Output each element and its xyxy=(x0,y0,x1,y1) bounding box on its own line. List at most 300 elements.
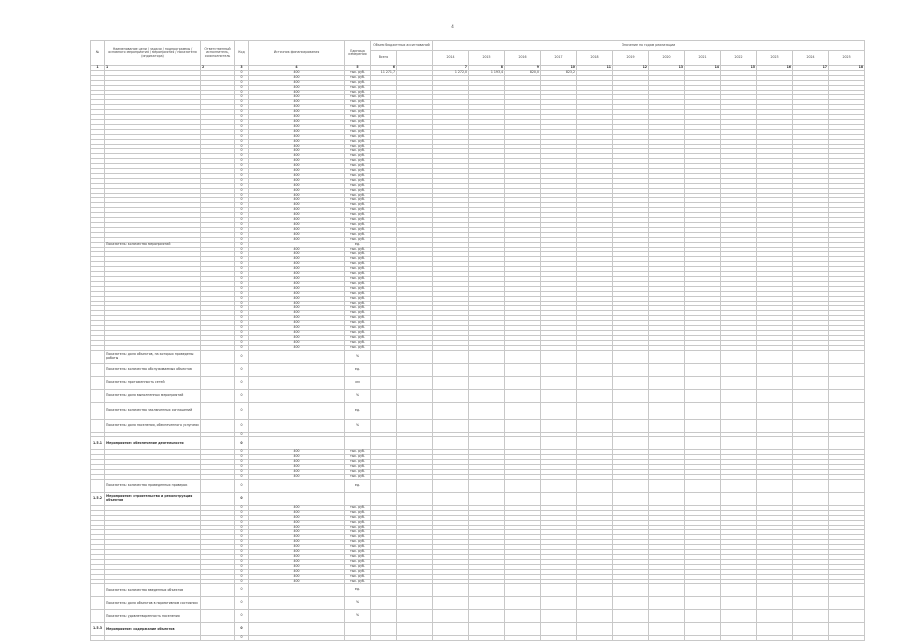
cell-year-value xyxy=(505,492,541,505)
cell-year-value xyxy=(685,623,721,636)
cell-source: 4 xyxy=(249,66,345,71)
cell-unit: тыс. руб. xyxy=(345,110,371,115)
cell-year-value: 7 xyxy=(433,66,469,71)
cell-code: 0 xyxy=(235,437,249,450)
cell-year-value xyxy=(541,610,577,623)
cell-number xyxy=(91,389,105,402)
cell-source: 400 xyxy=(249,237,345,242)
cell-year-value xyxy=(541,376,577,389)
cell-source: 400 xyxy=(249,291,345,296)
cell-name: Мероприятие: обеспечение деятельности xyxy=(105,437,201,450)
cell-code: 0 xyxy=(235,173,249,178)
cell-year-value xyxy=(757,636,793,641)
header-year: 2023 xyxy=(757,51,793,66)
cell-unit: тыс. руб. xyxy=(345,535,371,540)
header-unit: Единица измерения xyxy=(345,41,371,66)
cell-source: 400 xyxy=(249,129,345,134)
cell-unit: тыс. руб. xyxy=(345,455,371,460)
cell-code: 0 xyxy=(235,178,249,183)
cell-year-value xyxy=(685,437,721,450)
cell-source xyxy=(249,419,345,432)
cell-year-value xyxy=(649,389,685,402)
cell-year-value xyxy=(505,623,541,636)
cell-unit: тыс. руб. xyxy=(345,154,371,159)
cell-source: 400 xyxy=(249,227,345,232)
cell-source xyxy=(249,492,345,505)
cell-year-value xyxy=(577,636,613,641)
cell-unit: тыс. руб. xyxy=(345,450,371,455)
header-year: 2014 xyxy=(433,51,469,66)
cell-year-value xyxy=(577,479,613,492)
cell-year-value xyxy=(649,610,685,623)
cell-total xyxy=(371,419,397,432)
cell-source: 400 xyxy=(249,564,345,569)
cell-year-value xyxy=(469,350,505,363)
cell-year-value xyxy=(829,479,865,492)
cell-source: 400 xyxy=(249,70,345,75)
cell-year-value xyxy=(685,584,721,597)
cell-code: 0 xyxy=(235,520,249,525)
cell-source xyxy=(249,437,345,450)
cell-year-value xyxy=(793,597,829,610)
cell-blank xyxy=(397,623,433,636)
cell-total: 11 271,7 xyxy=(371,70,397,75)
cell-source: 400 xyxy=(249,460,345,465)
cell-blank xyxy=(397,402,433,419)
cell-code: 0 xyxy=(235,286,249,291)
cell-source: 400 xyxy=(249,85,345,90)
cell-code: 0 xyxy=(235,139,249,144)
cell-year-value xyxy=(721,389,757,402)
header-year: 2017 xyxy=(541,51,577,66)
cell-year-value: 15 xyxy=(721,66,757,71)
cell-year-value xyxy=(505,479,541,492)
cell-source: 400 xyxy=(249,213,345,218)
cell-year-value xyxy=(505,419,541,432)
cell-code: 0 xyxy=(235,345,249,350)
cell-source: 400 xyxy=(249,515,345,520)
cell-executor xyxy=(201,350,235,363)
cell-code: 0 xyxy=(235,460,249,465)
cell-year-value xyxy=(505,610,541,623)
cell-name: Показатель: доля объектов, на которых проведены работы xyxy=(105,350,201,363)
cell-year-value xyxy=(613,584,649,597)
cell-year-value xyxy=(613,597,649,610)
cell-name: Мероприятие: строительство и реконструкция объектов xyxy=(105,492,201,505)
cell-unit: ед. xyxy=(345,242,371,247)
cell-year-value xyxy=(577,597,613,610)
cell-year-value xyxy=(577,492,613,505)
cell-code: 0 xyxy=(235,450,249,455)
cell-source: 400 xyxy=(249,530,345,535)
cell-year-value: 16 xyxy=(757,66,793,71)
cell-year-value xyxy=(541,597,577,610)
cell-source: 400 xyxy=(249,276,345,281)
cell-year-value: 9 xyxy=(505,66,541,71)
table-row xyxy=(91,350,865,363)
cell-total: 6 xyxy=(371,66,397,71)
cell-year-value xyxy=(433,363,469,376)
cell-name: Показатель: количество мероприятий xyxy=(105,242,201,247)
cell-year-value xyxy=(757,402,793,419)
cell-code: 0 xyxy=(235,218,249,223)
cell-year-value xyxy=(577,350,613,363)
cell-year-value xyxy=(649,376,685,389)
cell-code: 0 xyxy=(235,475,249,480)
table-row xyxy=(91,363,865,376)
cell-source: 400 xyxy=(249,218,345,223)
cell-number xyxy=(91,610,105,623)
cell-year-value xyxy=(685,597,721,610)
cell-year-value xyxy=(649,597,685,610)
cell-source: 400 xyxy=(249,272,345,277)
cell-blank xyxy=(397,597,433,610)
cell-year-value xyxy=(613,363,649,376)
cell-year-value xyxy=(685,419,721,432)
cell-unit: тыс. руб. xyxy=(345,105,371,110)
cell-total xyxy=(371,492,397,505)
cell-year-value xyxy=(469,479,505,492)
cell-source: 400 xyxy=(249,559,345,564)
cell-unit: тыс. руб. xyxy=(345,316,371,321)
cell-year-value: 18 xyxy=(829,66,865,71)
cell-year-value xyxy=(613,437,649,450)
cell-year-value xyxy=(685,389,721,402)
cell-year-value xyxy=(793,636,829,641)
header-year: 2021 xyxy=(685,51,721,66)
cell-year-value xyxy=(469,610,505,623)
cell-total xyxy=(371,610,397,623)
cell-source: 400 xyxy=(249,232,345,237)
cell-code: 0 xyxy=(235,95,249,100)
cell-source xyxy=(249,636,345,641)
cell-source xyxy=(249,363,345,376)
cell-unit: тыс. руб. xyxy=(345,321,371,326)
cell-year-value xyxy=(433,402,469,419)
header-year: 2020 xyxy=(649,51,685,66)
cell-source: 400 xyxy=(249,262,345,267)
cell-code: 0 xyxy=(235,505,249,510)
cell-unit: тыс. руб. xyxy=(345,252,371,257)
table-row xyxy=(91,376,865,389)
table-row xyxy=(91,389,865,402)
cell-source: 400 xyxy=(249,139,345,144)
cell-blank xyxy=(397,389,433,402)
cell-year-value xyxy=(829,350,865,363)
cell-year-value xyxy=(757,389,793,402)
cell-code: 0 xyxy=(235,419,249,432)
cell-year-value xyxy=(649,437,685,450)
cell-year-value: 8 xyxy=(469,66,505,71)
cell-year-value xyxy=(469,389,505,402)
header-name: Наименование цели / задачи / подпрограммы / основного мероприятия / мероприятия / показателя (индикатора) xyxy=(105,41,201,66)
cell-year-value xyxy=(649,623,685,636)
cell-unit: % xyxy=(345,597,371,610)
cell-total xyxy=(371,479,397,492)
cell-year-value xyxy=(829,610,865,623)
cell-unit: ед. xyxy=(345,584,371,597)
cell-unit: тыс. руб. xyxy=(345,95,371,100)
cell-code: 0 xyxy=(235,330,249,335)
cell-year-value xyxy=(829,597,865,610)
cell-unit: тыс. руб. xyxy=(345,70,371,75)
cell-year-value xyxy=(829,419,865,432)
cell-unit: тыс. руб. xyxy=(345,173,371,178)
cell-year-value xyxy=(469,437,505,450)
cell-name: Показатель: доля населения, обеспеченного услугами xyxy=(105,419,201,432)
cell-year-value xyxy=(685,610,721,623)
cell-total xyxy=(371,437,397,450)
cell-code: 0 xyxy=(235,535,249,540)
cell-number: 1.5.1 xyxy=(91,437,105,450)
cell-year-value xyxy=(577,437,613,450)
cell-year-value xyxy=(721,597,757,610)
cell-year-value xyxy=(433,350,469,363)
cell-source xyxy=(249,623,345,636)
cell-blank xyxy=(397,350,433,363)
cell-number: 1 xyxy=(91,66,105,71)
cell-year-value xyxy=(721,584,757,597)
cell-source: 400 xyxy=(249,100,345,105)
cell-executor xyxy=(201,597,235,610)
cell-year-value xyxy=(577,402,613,419)
cell-year-value xyxy=(469,597,505,610)
cell-year-value xyxy=(649,584,685,597)
cell-year-value xyxy=(685,492,721,505)
cell-unit: тыс. руб. xyxy=(345,545,371,550)
cell-year-value xyxy=(433,479,469,492)
cell-source: 400 xyxy=(249,188,345,193)
header-year: 2022 xyxy=(721,51,757,66)
cell-code: 0 xyxy=(235,208,249,213)
cell-year-value xyxy=(433,623,469,636)
cell-year-value xyxy=(793,584,829,597)
cell-unit: тыс. руб. xyxy=(345,301,371,306)
cell-year-value xyxy=(757,610,793,623)
cell-unit: тыс. руб. xyxy=(345,286,371,291)
cell-unit: 5 xyxy=(345,66,371,71)
cell-year-value xyxy=(685,350,721,363)
cell-unit: тыс. руб. xyxy=(345,218,371,223)
cell-source: 400 xyxy=(249,545,345,550)
cell-year-value xyxy=(613,376,649,389)
cell-year-value xyxy=(649,402,685,419)
cell-year-value xyxy=(757,350,793,363)
cell-code: 0 xyxy=(235,311,249,316)
cell-year-value xyxy=(613,623,649,636)
cell-source: 400 xyxy=(249,119,345,124)
cell-year-value xyxy=(757,479,793,492)
cell-source: 400 xyxy=(249,330,345,335)
cell-code: 0 xyxy=(235,455,249,460)
cell-code: 0 xyxy=(235,530,249,535)
cell-unit: тыс. руб. xyxy=(345,80,371,85)
table-row xyxy=(91,492,865,505)
cell-unit: тыс. руб. xyxy=(345,326,371,331)
cell-year-value xyxy=(793,610,829,623)
cell-year-value: 820,0 xyxy=(505,70,541,75)
cell-code: 0 xyxy=(235,276,249,281)
cell-unit: тыс. руб. xyxy=(345,515,371,520)
cell-name: Показатель: количество проведенных проверок xyxy=(105,479,201,492)
cell-source: 400 xyxy=(249,110,345,115)
cell-total xyxy=(371,636,397,641)
cell-source: 400 xyxy=(249,223,345,228)
cell-unit: тыс. руб. xyxy=(345,475,371,480)
cell-year-value xyxy=(433,376,469,389)
cell-source: 400 xyxy=(249,286,345,291)
cell-year-value xyxy=(757,492,793,505)
cell-unit: тыс. руб. xyxy=(345,75,371,80)
cell-code: 0 xyxy=(235,154,249,159)
cell-total xyxy=(371,376,397,389)
cell-executor: 2 xyxy=(201,66,235,71)
cell-year-value xyxy=(505,363,541,376)
cell-unit: тыс. руб. xyxy=(345,262,371,267)
cell-executor xyxy=(201,492,235,505)
cell-code: 0 xyxy=(235,623,249,636)
cell-source xyxy=(249,389,345,402)
cell-year-value xyxy=(505,402,541,419)
cell-unit: тыс. руб. xyxy=(345,281,371,286)
cell-source xyxy=(249,350,345,363)
header-year: 2018 xyxy=(577,51,613,66)
cell-code: 0 xyxy=(235,402,249,419)
cell-year-value xyxy=(433,597,469,610)
cell-executor xyxy=(201,437,235,450)
cell-unit: тыс. руб. xyxy=(345,198,371,203)
cell-year-value xyxy=(505,584,541,597)
cell-source: 400 xyxy=(249,455,345,460)
cell-year-value xyxy=(829,376,865,389)
cell-year-value xyxy=(757,363,793,376)
cell-source: 400 xyxy=(249,311,345,316)
header-year: 2025 xyxy=(829,51,865,66)
cell-code: 0 xyxy=(235,636,249,641)
cell-source: 400 xyxy=(249,281,345,286)
cell-year-value xyxy=(757,419,793,432)
cell-source: 400 xyxy=(249,296,345,301)
cell-source: 400 xyxy=(249,90,345,95)
cell-source: 400 xyxy=(249,535,345,540)
cell-unit: ед. xyxy=(345,402,371,419)
cell-unit: км xyxy=(345,376,371,389)
cell-code: 0 xyxy=(235,213,249,218)
cell-year-value xyxy=(541,492,577,505)
cell-source: 400 xyxy=(249,247,345,252)
cell-unit: тыс. руб. xyxy=(345,335,371,340)
cell-source: 400 xyxy=(249,134,345,139)
document-sheet xyxy=(90,40,864,640)
cell-unit: тыс. руб. xyxy=(345,550,371,555)
cell-unit: тыс. руб. xyxy=(345,183,371,188)
cell-code: 0 xyxy=(235,110,249,115)
cell-unit: % xyxy=(345,389,371,402)
table-row xyxy=(91,636,865,641)
cell-year-value xyxy=(469,623,505,636)
cell-unit: % xyxy=(345,350,371,363)
cell-source: 400 xyxy=(249,550,345,555)
cell-unit xyxy=(345,636,371,641)
cell-unit: % xyxy=(345,419,371,432)
table-row xyxy=(91,584,865,597)
cell-code: 0 xyxy=(235,316,249,321)
cell-code: 0 xyxy=(235,510,249,515)
cell-code: 0 xyxy=(235,432,249,437)
cell-code: 0 xyxy=(235,247,249,252)
cell-source: 400 xyxy=(249,510,345,515)
cell-code: 0 xyxy=(235,198,249,203)
cell-executor xyxy=(201,610,235,623)
cell-year-value xyxy=(721,437,757,450)
cell-year-value xyxy=(721,610,757,623)
cell-code: 0 xyxy=(235,129,249,134)
cell-total xyxy=(371,350,397,363)
cell-year-value xyxy=(793,623,829,636)
cell-year-value xyxy=(541,402,577,419)
cell-year-value xyxy=(613,419,649,432)
cell-year-value: 1 272,0 xyxy=(433,70,469,75)
cell-number xyxy=(91,402,105,419)
cell-unit: тыс. руб. xyxy=(345,164,371,169)
cell-total xyxy=(371,389,397,402)
cell-number xyxy=(91,597,105,610)
cell-code: 0 xyxy=(235,188,249,193)
cell-source: 400 xyxy=(249,554,345,559)
table-row xyxy=(91,623,865,636)
cell-blank xyxy=(397,479,433,492)
cell-source: 400 xyxy=(249,257,345,262)
cell-code: 0 xyxy=(235,525,249,530)
cell-unit: тыс. руб. xyxy=(345,169,371,174)
cell-blank xyxy=(397,584,433,597)
cell-unit: тыс. руб. xyxy=(345,460,371,465)
cell-year-value xyxy=(757,623,793,636)
cell-source: 400 xyxy=(249,335,345,340)
cell-year-value xyxy=(793,376,829,389)
cell-code: 0 xyxy=(235,479,249,492)
cell-source xyxy=(249,479,345,492)
cell-code: 0 xyxy=(235,363,249,376)
cell-code: 0 xyxy=(235,569,249,574)
cell-unit: тыс. руб. xyxy=(345,345,371,350)
cell-year-value xyxy=(433,437,469,450)
cell-year-value xyxy=(469,402,505,419)
cell-unit: тыс. руб. xyxy=(345,330,371,335)
cell-unit: тыс. руб. xyxy=(345,213,371,218)
cell-year-value xyxy=(577,584,613,597)
cell-code: 0 xyxy=(235,579,249,584)
cell-code: 0 xyxy=(235,326,249,331)
cell-unit: % xyxy=(345,610,371,623)
cell-executor xyxy=(201,389,235,402)
cell-year-value: 13 xyxy=(649,66,685,71)
cell-blank xyxy=(397,419,433,432)
header-year: 2015 xyxy=(469,51,505,66)
cell-source: 400 xyxy=(249,198,345,203)
cell-year-value xyxy=(469,492,505,505)
cell-code: 3 xyxy=(235,66,249,71)
cell-code: 0 xyxy=(235,470,249,475)
cell-name: Показатель: доля выполненных мероприятий xyxy=(105,389,201,402)
cell-source: 400 xyxy=(249,80,345,85)
cell-blank xyxy=(397,376,433,389)
cell-unit: тыс. руб. xyxy=(345,129,371,134)
cell-year-value xyxy=(793,402,829,419)
cell-unit: тыс. руб. xyxy=(345,559,371,564)
cell-source: 400 xyxy=(249,169,345,174)
cell-code: 0 xyxy=(235,597,249,610)
